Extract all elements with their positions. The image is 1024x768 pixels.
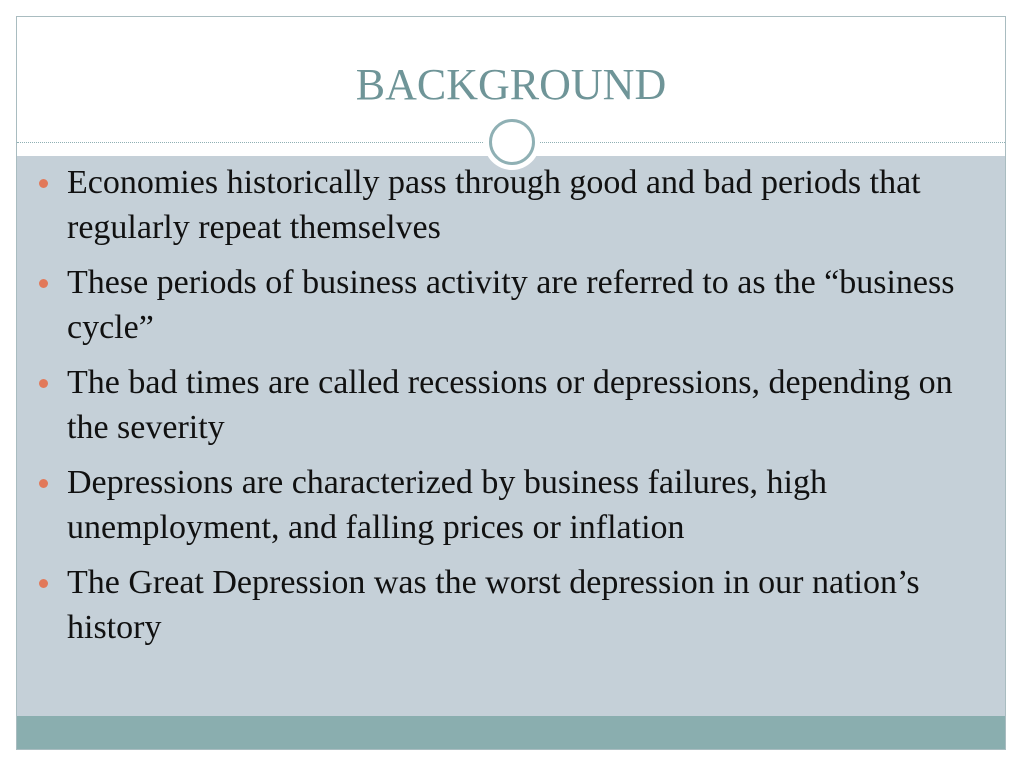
bullet-text: Economies historically pass through good and bad periods that regularly repeat themselves — [67, 164, 921, 246]
bullet-dot-icon — [39, 579, 48, 588]
bullet-item — [36, 260, 998, 350]
bullet-dot-icon — [39, 479, 48, 488]
bullet-text: The bad times are called recessions or depressions, depending on the severity — [67, 364, 953, 446]
bullet-dot-icon — [39, 179, 48, 188]
bullet-text: Depressions are characterized by business failures, high unemployment, and falling prices or inflation — [67, 464, 828, 546]
bullet-item — [36, 360, 998, 450]
ring-ornament-icon — [489, 119, 535, 165]
bullet-text: These periods of business activity are referred to as the “business cycle” — [67, 264, 955, 346]
footer-bar — [17, 716, 1005, 749]
bullet-item — [36, 560, 998, 650]
bullet-item — [36, 160, 998, 250]
bullet-dot-icon — [39, 279, 48, 288]
bullet-text: The Great Depression was the worst depression in our nation’s history — [67, 564, 920, 646]
bullet-dot-icon — [39, 379, 48, 388]
bullet-item — [36, 460, 998, 550]
slide-title: BACKGROUND — [355, 60, 667, 109]
bullet-list — [36, 160, 998, 660]
